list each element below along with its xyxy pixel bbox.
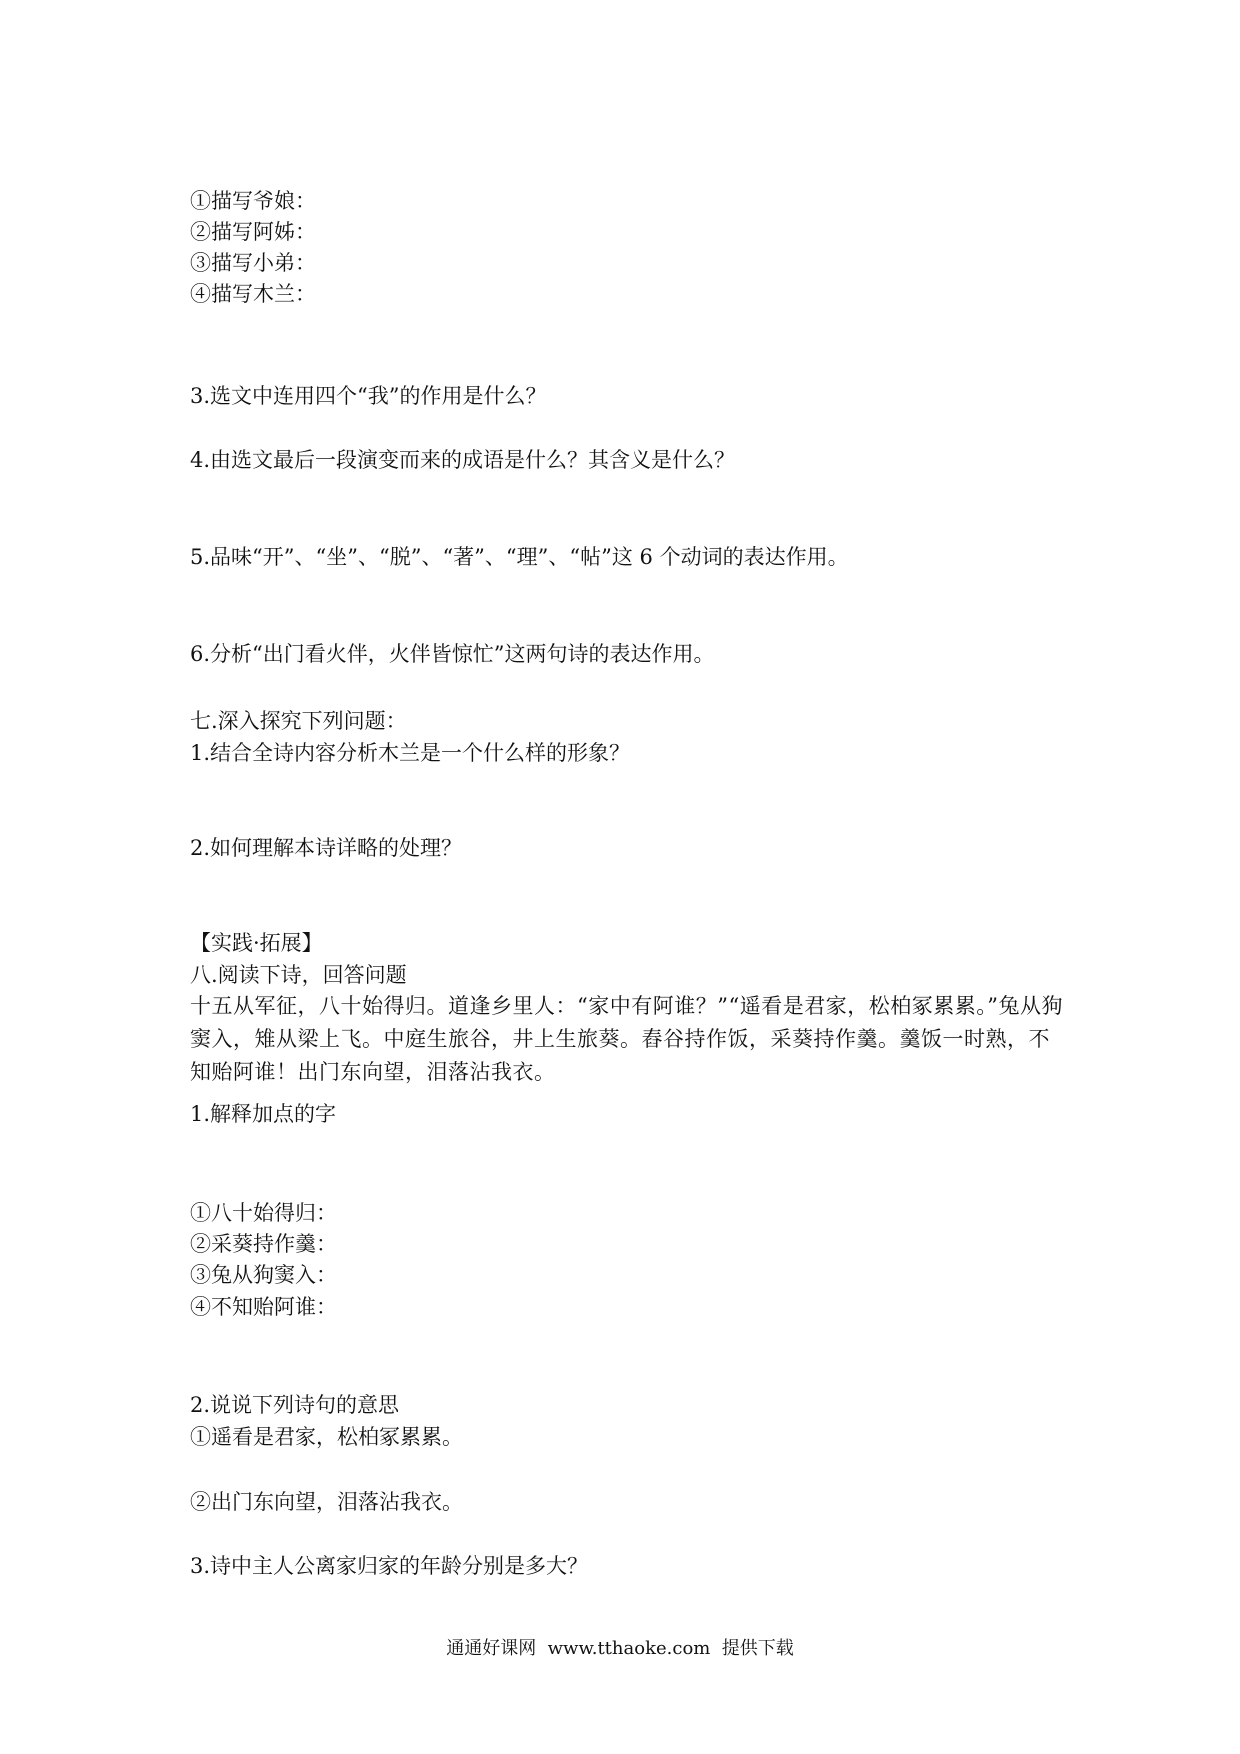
describe-item-2: ②描写阿姊： <box>190 220 316 244</box>
explain-item-2: ②采葵持作羹： <box>190 1232 337 1256</box>
section-seven-question-1: 1.结合全诗内容分析木兰是一个什么样的形象？ <box>190 741 631 765</box>
explain-item-1: ①八十始得归： <box>190 1201 337 1225</box>
question-5: 5.品味“开”、“坐”、“脱”、“著”、“理”、“帖”这 6 个动词的表达作用。 <box>190 545 849 569</box>
practice-heading: 八.阅读下诗，回答问题 <box>190 963 407 987</box>
explain-item-3: ③兔从狗窦入： <box>190 1263 337 1287</box>
practice-question-1: 1.解释加点的字 <box>190 1102 337 1126</box>
describe-item-1: ①描写爷娘： <box>190 189 316 213</box>
describe-item-4: ④描写木兰： <box>190 282 316 306</box>
question-3: 3.选文中连用四个“我”的作用是什么？ <box>190 384 547 408</box>
question-6: 6.分析“出门看火伴，火伴皆惊忙”这两句诗的表达作用。 <box>190 642 715 666</box>
section-seven-question-2: 2.如何理解本诗详略的处理？ <box>190 836 463 860</box>
footer-source: 通通好课网 www.tthaoke.com 提供下载 <box>446 1638 794 1659</box>
practice-question-3: 3.诗中主人公离家归家的年龄分别是多大？ <box>190 1554 589 1578</box>
meaning-item-2: ②出门东向望，泪落沾我衣。 <box>190 1490 463 1514</box>
question-4: 4.由选文最后一段演变而来的成语是什么？其含义是什么？ <box>190 448 736 472</box>
practice-tag: 【实践·拓展】 <box>190 931 323 955</box>
poem-text: 十五从军征，八十始得归。道逢乡里人：“家中有阿谁？”“遥看是君家，松柏冢累累。”兔从狗窦入，雉从梁上飞。中庭生旅谷，井上生旅葵。舂谷持作饭，采葵持作羹。羹饭一时熟，不知贻阿谁！出门东向望，泪落沾我衣。 <box>190 994 1063 1084</box>
practice-question-2: 2.说说下列诗句的意思 <box>190 1393 400 1417</box>
describe-item-3: ③描写小弟： <box>190 251 316 275</box>
explain-item-4: ④不知贻阿谁： <box>190 1295 337 1319</box>
section-seven-heading: 七.深入探究下列问题： <box>190 709 407 733</box>
meaning-item-1: ①遥看是君家，松柏冢累累。 <box>190 1425 463 1449</box>
